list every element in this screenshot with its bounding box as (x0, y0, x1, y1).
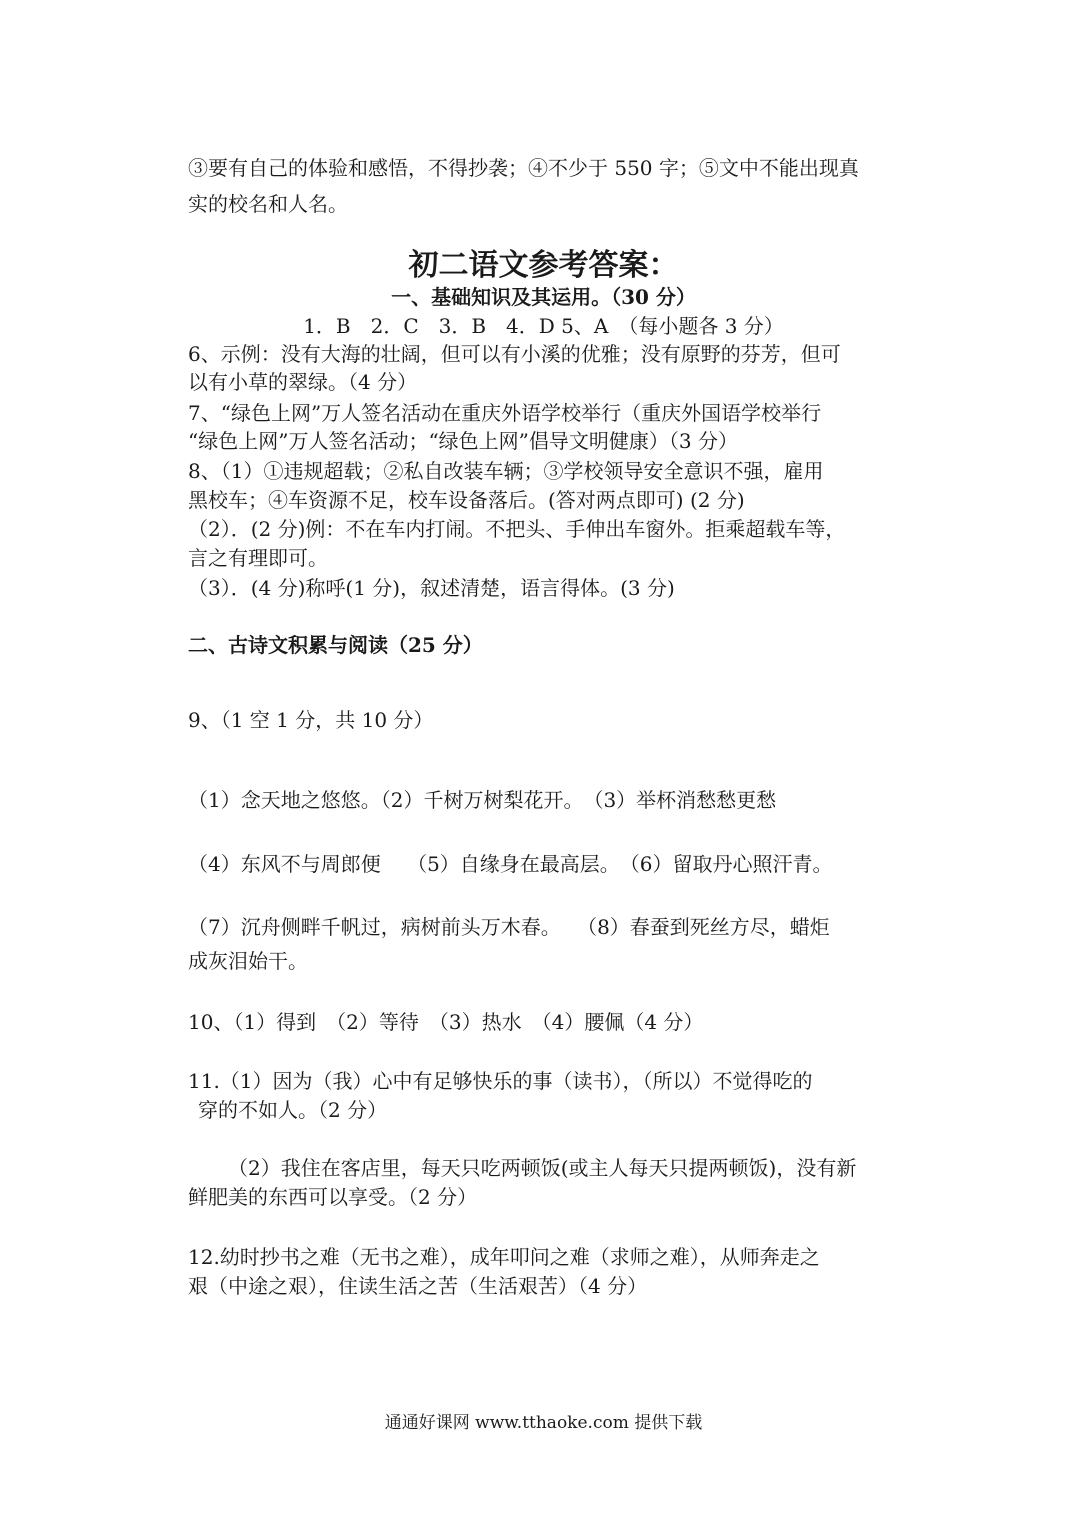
q8-line-1: 8、（1）①违规超载；②私自改装车辆；③学校领导安全意识不强，雇用 (188, 459, 824, 483)
q7-line-1: 7、“绿色上网”万人签名活动在重庆外语学校举行（重庆外国语学校举行 (188, 401, 822, 425)
q8-line-4: 言之有理即可。 (188, 546, 328, 570)
q12-line-1: 12.幼时抄书之难（无书之难），成年叩问之难（求师之难），从师奔走之 (188, 1245, 820, 1269)
mc-answers: 1．B 2．C 3．B 4．D 5、A （每小题各 3 分） (303, 314, 784, 338)
footer-credit: 通通好课网 www.tthaoke.com 提供下载 (384, 1413, 703, 1433)
q11-line-4: 鲜肥美的东西可以享受。（2 分） (188, 1185, 478, 1209)
q11-line-1: 11.（1）因为（我）心中有足够快乐的事（读书），（所以）不觉得吃的 (188, 1069, 813, 1093)
q9-line-3: （7）沉舟侧畔千帆过，病树前头万木春。 （8）春蚕到死丝方尽，蜡炬 (188, 915, 830, 939)
q8-line-5: （3）．(4 分)称呼(1 分)，叙述清楚，语言得体。(3 分) (188, 576, 675, 600)
q9-line-1: （1）念天地之悠悠。（2）千树万树梨花开。 （3）举杯消愁愁更愁 (188, 788, 777, 812)
q11-line-2: 穿的不如人。（2 分） (198, 1098, 388, 1122)
q8-line-2: 黑校车；④车资源不足，校车设备落后。(答对两点即可) (2 分) (188, 488, 745, 512)
q9-line-2: （4）东风不与周郎便 （5）自缘身在最高层。 （6）留取丹心照汗青。 (188, 852, 833, 876)
section1-heading: 一、基础知识及其运用。（30 分） (391, 285, 696, 309)
section2-heading: 二、古诗文积累与阅读（25 分） (188, 633, 483, 657)
q11-line-3: （2）我住在客店里，每天只吃两顿饭(或主人每天只提两顿饭)，没有新 (228, 1156, 857, 1180)
intro-line-1: ③要有自己的体验和感悟，不得抄袭；④不少于 550 字；⑤文中不能出现真 (188, 156, 859, 180)
q9-heading: 9、（1 空 1 分，共 10 分） (188, 708, 434, 732)
q9-line-4: 成灰泪始干。 (188, 949, 308, 973)
page-title: 初二语文参考答案： (408, 248, 679, 283)
intro-line-2: 实的校名和人名。 (188, 192, 348, 216)
q12-line-2: 艰（中途之艰），住读生活之苦（生活艰苦）（4 分） (188, 1274, 648, 1298)
q10-answer: 10、（1）得到 （2）等待 （3）热水 （4）腰佩（4 分） (188, 1010, 704, 1034)
q7-line-2: “绿色上网”万人签名活动；“绿色上网”倡导文明健康）（3 分） (188, 429, 738, 453)
q8-line-3: （2）．(2 分)例：不在车内打闹。不把头、手伸出车窗外。拒乘超载车等， (188, 517, 846, 541)
q6-line-2: 以有小草的翠绿。（4 分） (188, 370, 418, 394)
q6-line-1: 6、示例：没有大海的壮阔，但可以有小溪的优雅；没有原野的芬芳，但可 (188, 342, 841, 366)
